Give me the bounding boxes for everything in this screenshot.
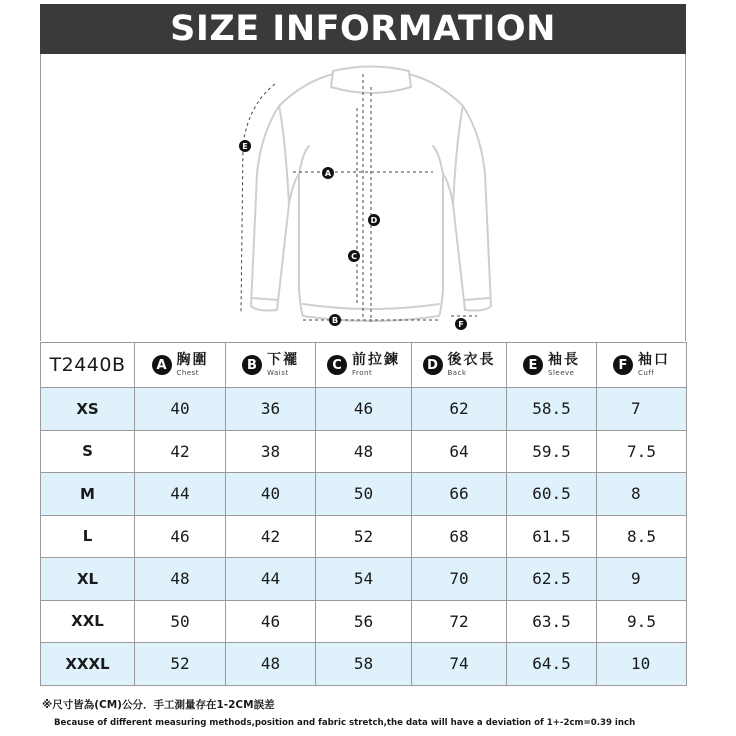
marker-f-icon [455,318,467,330]
right-cuff [464,298,490,300]
svg-text:C: C [351,252,357,261]
front-value: 56 [316,600,412,643]
front-value: 58 [316,643,412,686]
sleeve-value: 62.5 [507,558,597,601]
header-zh: 後衣長 [447,352,496,368]
table-row [41,515,687,558]
column-header-front [316,343,412,388]
header-en: Front [352,369,373,377]
right-sleeve-seam [453,106,463,204]
size-label: XS [41,388,135,431]
svg-text:F: F [458,320,464,329]
column-header-sleeve [507,343,597,388]
sleeve-value: 60.5 [507,473,597,516]
cuff-value: 8 [597,473,687,516]
back-value: 70 [412,558,507,601]
chest-value: 48 [135,558,226,601]
table-header-row [41,343,687,388]
chest-value: 46 [135,515,226,558]
measurement-note-zh: ※尺寸皆為(CM)公分．手工測量存在1-2CM誤差 [42,699,275,711]
header-en: Chest [176,369,200,377]
badge-e-icon: E [523,355,543,375]
column-header-back [412,343,507,388]
cuff-value: 9.5 [597,600,687,643]
jacket-illustration [41,54,685,341]
waist-value: 46 [226,600,316,643]
sleeve-line [241,84,275,314]
chest-value: 40 [135,388,226,431]
header-zh: 胸圍 [176,352,209,368]
size-label: S [41,430,135,473]
table-row [41,388,687,431]
cuff-value: 10 [597,643,687,686]
waist-value: 38 [226,430,316,473]
sleeve-value: 58.5 [507,388,597,431]
header-en: Sleeve [548,369,575,377]
chest-value: 52 [135,643,226,686]
badge-d-icon: D [423,355,443,375]
header-zh: 下襬 [267,352,299,368]
back-value: 72 [412,600,507,643]
table-row [41,643,687,686]
front-value: 46 [316,388,412,431]
left-seam [299,146,309,174]
sleeve-value: 61.5 [507,515,597,558]
header-en: Back [447,369,467,377]
size-label: M [41,473,135,516]
back-value: 66 [412,473,507,516]
marker-e-icon [239,140,251,152]
size-label: XXL [41,600,135,643]
header-zh: 袖長 [548,352,580,368]
marker-c-icon [348,250,360,262]
column-header-waist [226,343,316,388]
front-value: 48 [316,430,412,473]
cuff-value: 7.5 [597,430,687,473]
jacket-measurement-diagram [40,54,686,341]
badge-f-icon: F [613,355,633,375]
header-en: Cuff [638,369,655,377]
chest-value: 42 [135,430,226,473]
size-chart-table [40,342,687,686]
table-row [41,600,687,643]
waist-value: 42 [226,515,316,558]
cuff-value: 7 [597,388,687,431]
svg-text:A: A [324,169,332,178]
svg-text:D: D [370,216,378,225]
waist-value: 40 [226,473,316,516]
back-value: 74 [412,643,507,686]
header-zh: 前拉鍊 [352,352,400,368]
style-code-header [41,343,135,388]
back-value: 68 [412,515,507,558]
header-zh: 袖口 [638,352,670,368]
badge-b-icon: B [242,355,262,375]
sleeve-value: 64.5 [507,643,597,686]
left-cuff [252,298,278,300]
marker-d-icon [368,214,380,226]
waist-value: 36 [226,388,316,431]
page-title: SIZE INFORMATION [40,4,686,54]
chest-value: 50 [135,600,226,643]
back-value: 62 [412,388,507,431]
front-value: 52 [316,515,412,558]
header-en: Waist [267,369,289,377]
sleeve-value: 59.5 [507,430,597,473]
front-value: 50 [316,473,412,516]
front-value: 54 [316,558,412,601]
badge-a-icon: A [152,355,172,375]
svg-text:B: B [331,316,339,325]
left-sleeve-seam [279,106,289,204]
style-code: T2440B [49,354,126,376]
size-label: XXXL [41,643,135,686]
cuff-value: 8.5 [597,515,687,558]
column-header-chest [135,343,226,388]
size-label: L [41,515,135,558]
marker-b-icon [329,314,341,326]
measurement-note-en: Because of different measuring methods,position and fabric stretch,the data will have a deviation of 1+-2cm=0.39 inch [54,718,636,728]
cuff-value: 9 [597,558,687,601]
chest-value: 44 [135,473,226,516]
column-header-cuff [597,343,687,388]
size-information-sheet [40,4,686,682]
table-row [41,558,687,601]
svg-text:E: E [242,142,248,151]
right-seam [433,146,443,174]
badge-c-icon: C [327,355,347,375]
size-label: XL [41,558,135,601]
waist-value: 44 [226,558,316,601]
table-row [41,430,687,473]
back-value: 64 [412,430,507,473]
sleeve-value: 63.5 [507,600,597,643]
waist-value: 48 [226,643,316,686]
marker-a-icon [322,167,334,179]
table-row [41,473,687,516]
